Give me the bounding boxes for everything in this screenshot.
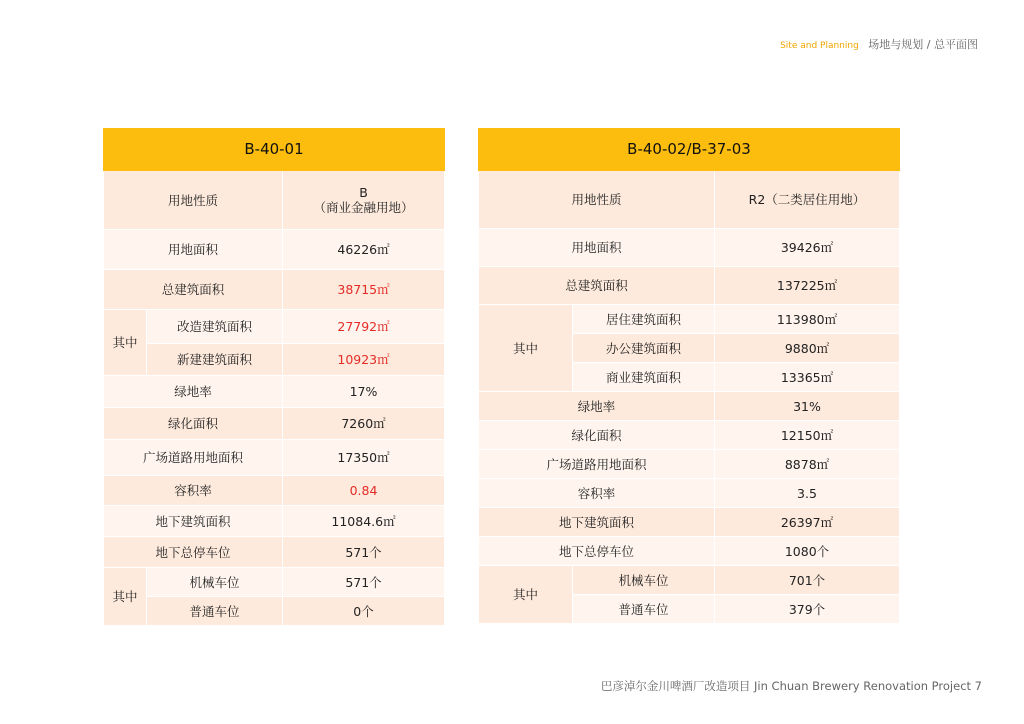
plot-b-40-02-table <box>478 128 900 624</box>
row-label: 容积率 <box>479 479 715 508</box>
row-value: 38715㎡ <box>283 270 445 310</box>
row-value: 7260㎡ <box>283 408 445 440</box>
row-value: 11084.6㎡ <box>283 506 445 537</box>
table-row <box>104 537 445 568</box>
row-value: 571个 <box>283 568 445 597</box>
group-label: 其中 <box>104 568 147 626</box>
table-row <box>104 440 445 476</box>
table-row <box>479 392 900 421</box>
table-row <box>104 171 445 230</box>
row-value: 113980㎡ <box>715 305 900 334</box>
row-value: 10923㎡ <box>283 344 445 376</box>
table-row <box>479 566 900 595</box>
row-value: 0.84 <box>283 476 445 506</box>
row-label: 绿地率 <box>104 376 283 408</box>
table-row <box>479 421 900 450</box>
row-value: 26397㎡ <box>715 508 900 537</box>
group-label: 其中 <box>479 305 573 392</box>
row-value: 46226㎡ <box>283 230 445 270</box>
section-title-en: Site and Planning <box>780 41 859 51</box>
row-value: 9880㎡ <box>715 334 900 363</box>
table-title: B-40-02/B-37-03 <box>479 129 900 171</box>
row-label: 商业建筑面积 <box>573 363 715 392</box>
row-label: 普通车位 <box>147 597 283 626</box>
row-value: 13365㎡ <box>715 363 900 392</box>
row-label: 绿化面积 <box>104 408 283 440</box>
land-use-code: B <box>359 185 368 200</box>
section-header <box>780 36 978 52</box>
table-row <box>479 508 900 537</box>
table-row <box>104 230 445 270</box>
row-label: 机械车位 <box>147 568 283 597</box>
row-label: 总建筑面积 <box>104 270 283 310</box>
table-row <box>104 344 445 376</box>
row-value: 8878㎡ <box>715 450 900 479</box>
land-use-desc: （商业金融用地） <box>313 200 414 215</box>
group-label: 其中 <box>479 566 573 624</box>
table-row <box>104 376 445 408</box>
table-row <box>479 267 900 305</box>
row-label: 用地面积 <box>104 230 283 270</box>
table-row <box>479 171 900 229</box>
row-value: 39426㎡ <box>715 229 900 267</box>
row-label: 用地性质 <box>104 171 283 230</box>
table-row <box>104 506 445 537</box>
group-label: 其中 <box>104 310 147 376</box>
table-row <box>479 537 900 566</box>
row-label: 机械车位 <box>573 566 715 595</box>
row-label: 普通车位 <box>573 595 715 624</box>
table-row <box>104 408 445 440</box>
row-value: 379个 <box>715 595 900 624</box>
page-footer: 巴彦淖尔金川啤酒厂改造项目 Jin Chuan Brewery Renovation Project 7 <box>600 679 982 693</box>
row-value: 27792㎡ <box>283 310 445 344</box>
table-row <box>104 568 445 597</box>
row-label: 居住建筑面积 <box>573 305 715 334</box>
table-row <box>104 270 445 310</box>
row-value: 17% <box>283 376 445 408</box>
table-title: B-40-01 <box>104 129 445 171</box>
plot-b-40-01-table <box>103 128 445 626</box>
row-label: 改造建筑面积 <box>147 310 283 344</box>
row-value: 571个 <box>283 537 445 568</box>
table-row <box>104 476 445 506</box>
row-value: 3.5 <box>715 479 900 508</box>
row-label: 广场道路用地面积 <box>479 450 715 479</box>
row-label: 容积率 <box>104 476 283 506</box>
row-value: 31% <box>715 392 900 421</box>
table-row <box>479 229 900 267</box>
row-label: 地下建筑面积 <box>479 508 715 537</box>
table-row <box>479 450 900 479</box>
row-value: 701个 <box>715 566 900 595</box>
row-label: 地下建筑面积 <box>104 506 283 537</box>
table-row <box>104 310 445 344</box>
row-label: 新建建筑面积 <box>147 344 283 376</box>
row-label: 办公建筑面积 <box>573 334 715 363</box>
row-label: 地下总停车位 <box>479 537 715 566</box>
row-value: 17350㎡ <box>283 440 445 476</box>
row-value: 137225㎡ <box>715 267 900 305</box>
row-label: 用地面积 <box>479 229 715 267</box>
row-value <box>283 171 445 230</box>
row-label: 地下总停车位 <box>104 537 283 568</box>
row-value: 1080个 <box>715 537 900 566</box>
table-row <box>479 305 900 334</box>
row-label: 用地性质 <box>479 171 715 229</box>
row-value: 12150㎡ <box>715 421 900 450</box>
row-value: 0个 <box>283 597 445 626</box>
section-title-cn: 场地与规划 / 总平面图 <box>868 38 978 51</box>
row-value: R2（二类居住用地） <box>715 171 900 229</box>
row-label: 广场道路用地面积 <box>104 440 283 476</box>
table-row <box>104 597 445 626</box>
table-row <box>479 479 900 508</box>
row-label: 总建筑面积 <box>479 267 715 305</box>
row-label: 绿化面积 <box>479 421 715 450</box>
row-label: 绿地率 <box>479 392 715 421</box>
